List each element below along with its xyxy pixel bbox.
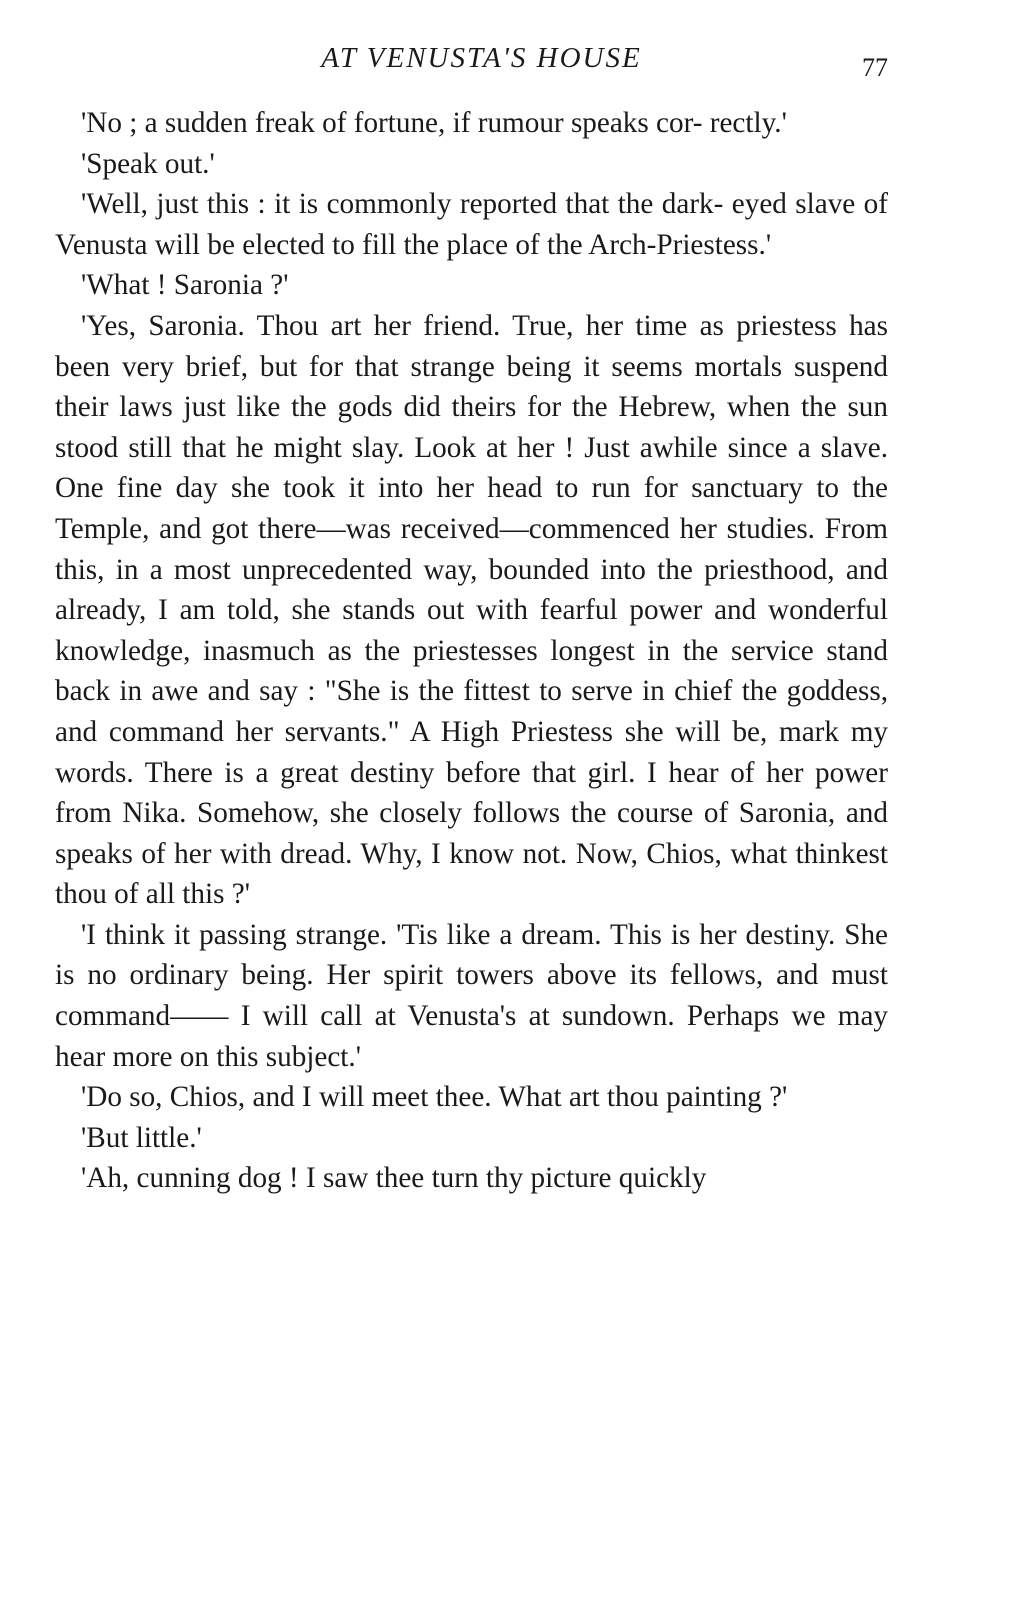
paragraph-5: 'Yes, Saronia. Thou art her friend. True, her time as priestess has been very brief, but for that strange being it seems mortals suspend their laws just like the gods did theirs for the Hebrew, when the sun stood still that he might slay. Look at her ! Just awhile since a slave. One fine day she took it into her head to run for sanctuary to the Temple, and got there—was received—commenced her studies. From this, in a most unprecedented way, bounded into the priesthood, and already, I am told, she stands out with fearful power and wonderful knowledge, inasmuch as the priestesses longest in the service stand back in awe and say : "She is the fittest to serve in chief the goddess, and command her servants." A High Priestess she will be, mark my words. There is a great destiny before that girl. I hear of her power from Nika. Somehow, she closely follows the course of Saronia, and speaks of her with dread. Why, I know not. Now, Chios, what thinkest thou of all this ?' bbox=[55, 309, 888, 911]
paragraph-8: 'But little.' bbox=[81, 1121, 202, 1154]
paragraph-3: 'Well, just this : it is commonly reported that the dark- eyed slave of Venusta will be elected to fill the place of the Arch-Priestess.' bbox=[55, 188, 888, 261]
paragraph-4: 'What ! Saronia ?' bbox=[81, 269, 289, 302]
paragraph-2: 'Speak out.' bbox=[81, 147, 215, 180]
paragraph-7: 'Do so, Chios, and I will meet thee. What art thou painting ?' bbox=[81, 1081, 788, 1114]
body-text bbox=[55, 103, 888, 1199]
paragraph-1: 'No ; a sudden freak of fortune, if rumour speaks cor- rectly.' bbox=[81, 107, 787, 139]
page-number: 77 bbox=[862, 53, 888, 82]
running-title: AT VENUSTA'S HOUSE bbox=[321, 42, 642, 74]
paragraph-9: 'Ah, cunning dog ! I saw thee turn thy picture quickly bbox=[81, 1162, 707, 1195]
paragraph-6: 'I think it passing strange. 'Tis like a dream. This is her destiny. She is no ordinary being. Her spirit towers above its fellows, and must command—— I will call at Venusta's at sundown. Perhaps we may hear more on this subject.' bbox=[55, 918, 888, 1073]
running-header bbox=[55, 38, 888, 82]
